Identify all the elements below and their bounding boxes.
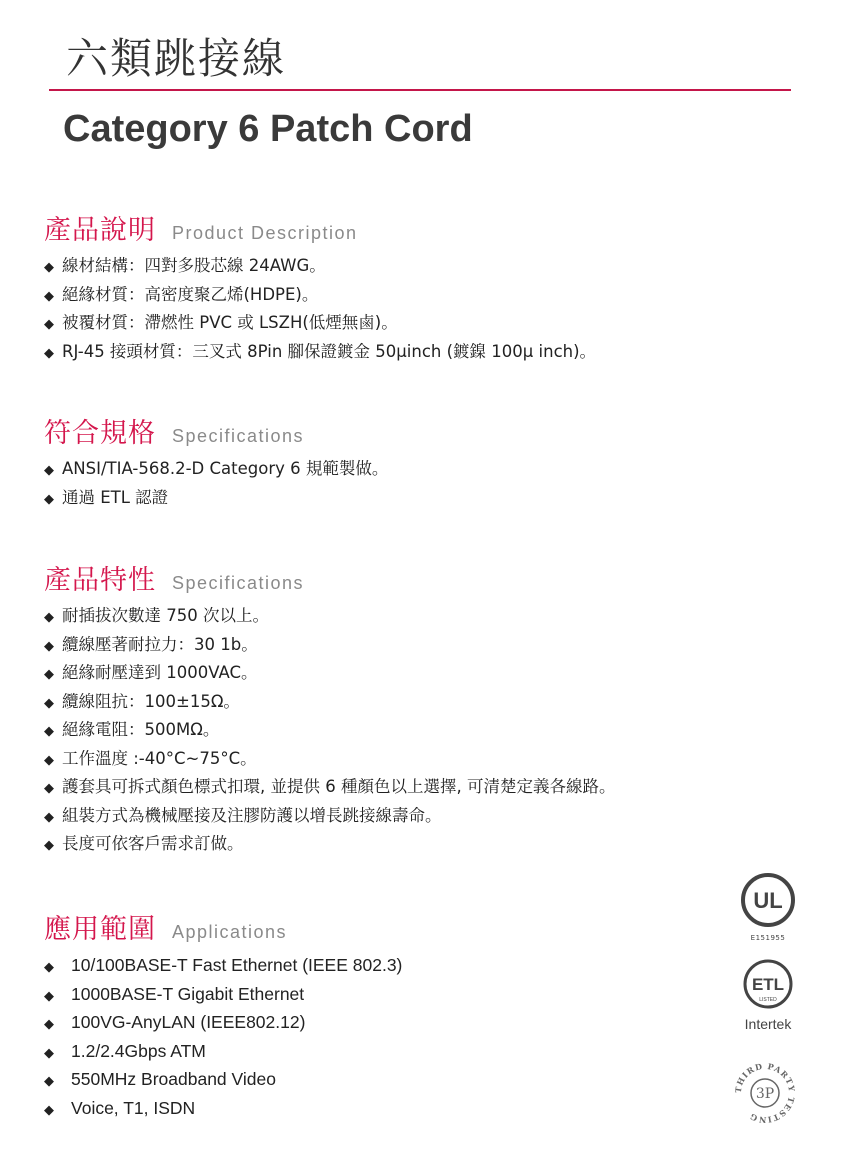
list-item-text: ANSI/TIA-568.2-D Category 6 規範製做。 [62, 459, 389, 478]
list-item-text: 100VG-AnyLAN (IEEE802.12) [71, 1012, 306, 1032]
section-heading [44, 558, 724, 598]
bullet-diamond-icon: ◆ [44, 752, 54, 768]
section-heading [44, 411, 724, 451]
bullet-diamond-icon: ◆ [44, 1073, 54, 1088]
section-product-description [44, 208, 724, 366]
list-item-text: Voice, T1, ISDN [71, 1097, 196, 1118]
section-features [44, 558, 724, 859]
list-item [44, 455, 724, 484]
list-item-text: 纜線阻抗：100±15Ω。 [62, 691, 240, 711]
list-item [44, 1037, 724, 1066]
intertek-label: Intertek [744, 1016, 792, 1032]
page-title-zh: 六類跳接線 [66, 34, 287, 83]
list-item [44, 1008, 724, 1037]
ul-certification [737, 872, 799, 942]
section-applications [44, 907, 724, 1122]
title-divider [49, 89, 791, 91]
bullet-diamond-icon: ◆ [44, 1101, 54, 1117]
list-item-text: 絕緣耐壓達到 1000VAC。 [62, 663, 258, 682]
list-item [44, 830, 724, 859]
section-title-zh: 符合規格 [44, 418, 156, 449]
list-item-text: 護套具可拆式顏色標式扣環, 並提供 6 種顏色以上選擇, 可清楚定義各線路。 [62, 777, 616, 796]
ul-number: E151955 [750, 934, 786, 942]
list-item [44, 602, 724, 631]
bullet-diamond-icon: ◆ [44, 667, 54, 682]
item-list [44, 951, 724, 1122]
bullet-diamond-icon: ◆ [44, 288, 54, 304]
section-title-zh: 產品說明 [44, 215, 156, 246]
list-item [44, 688, 724, 717]
section-title-en: Specifications [172, 573, 305, 593]
seal-ring-text: THIRD PARTY TESTING [732, 1060, 798, 1126]
bullet-diamond-icon: ◆ [44, 959, 54, 974]
bullet-diamond-icon: ◆ [44, 345, 54, 361]
list-item-text: 組裝方式為機械壓接及注膠防護以增長跳接線壽命。 [62, 805, 442, 825]
list-item [44, 1065, 724, 1094]
third-party-seal-icon [730, 1058, 800, 1128]
bullet-diamond-icon: ◆ [44, 987, 54, 1003]
list-item [44, 252, 724, 281]
page-title-en: Category 6 Patch Cord [63, 108, 473, 150]
list-item [44, 745, 724, 774]
section-specifications [44, 411, 724, 512]
bullet-diamond-icon: ◆ [44, 491, 54, 507]
bullet-diamond-icon: ◆ [44, 809, 54, 825]
list-item-text: 通過 ETL 認證 [62, 487, 169, 507]
list-item-text: 絕緣材質：高密度聚乙烯(HDPE)。 [62, 284, 319, 304]
section-title-zh: 應用範圍 [44, 914, 156, 945]
bullet-diamond-icon: ◆ [44, 781, 54, 796]
list-item-text: 絕緣電阻：500MΩ。 [62, 720, 220, 739]
list-item [44, 309, 724, 338]
list-item-text: 1.2/2.4Gbps ATM [71, 1040, 206, 1061]
bullet-diamond-icon: ◆ [44, 1044, 54, 1060]
section-title-en: Applications [172, 922, 288, 942]
list-item-text: 10/100BASE-T Fast Ethernet (IEEE 802.3) [71, 955, 403, 975]
list-item-text: 耐插拔次數達 750 次以上。 [62, 606, 269, 625]
list-item-text: 線材結構：四對多股芯線 24AWG。 [62, 256, 326, 275]
list-item-text: 工作溫度 :-40°C~75°C。 [62, 748, 257, 768]
section-heading [44, 907, 724, 947]
bullet-diamond-icon: ◆ [44, 463, 54, 478]
list-item [44, 338, 724, 367]
seal-center-text: 3P [755, 1086, 775, 1102]
etl-logo-icon [742, 958, 794, 1010]
third-party-testing-seal [730, 1058, 800, 1128]
list-item [44, 631, 724, 660]
list-item-text: 550MHz Broadband Video [71, 1069, 276, 1089]
etl-certification [737, 958, 799, 1032]
bullet-diamond-icon: ◆ [44, 838, 54, 853]
list-item-text: 長度可依客戶需求訂做。 [62, 834, 244, 853]
section-title-zh: 產品特性 [44, 565, 156, 596]
ul-logo-text: UL [753, 888, 783, 913]
list-item [44, 1094, 724, 1123]
ul-logo-icon [740, 872, 796, 928]
bullet-diamond-icon: ◆ [44, 695, 54, 711]
list-item [44, 716, 724, 745]
section-heading [44, 208, 724, 248]
item-list [44, 252, 724, 366]
list-item [44, 484, 724, 513]
list-item-text: 纜線壓著耐拉力：30 1b。 [62, 634, 258, 654]
etl-listed-text: LISTED [759, 997, 777, 1003]
bullet-diamond-icon: ◆ [44, 260, 54, 275]
list-item-text: 被覆材質：滯燃性 PVC 或 LSZH(低煙無鹵)。 [62, 313, 398, 332]
list-item [44, 773, 724, 802]
bullet-diamond-icon: ◆ [44, 724, 54, 739]
item-list [44, 455, 724, 512]
list-item [44, 802, 724, 831]
item-list [44, 602, 724, 859]
list-item [44, 281, 724, 310]
bullet-diamond-icon: ◆ [44, 610, 54, 625]
list-item-text: 1000BASE-T Gigabit Ethernet [71, 983, 305, 1004]
bullet-diamond-icon: ◆ [44, 317, 54, 332]
list-item [44, 980, 724, 1009]
section-title-en: Specifications [172, 426, 305, 446]
list-item [44, 951, 724, 980]
etl-logo-text: ETL [751, 975, 785, 994]
section-title-en: Product Description [172, 223, 358, 243]
list-item-text: RJ-45 接頭材質：三叉式 8Pin 腳保證鍍金 50μinch (鍍鎳 100μ inch)。 [62, 341, 597, 361]
bullet-diamond-icon: ◆ [44, 1016, 54, 1031]
list-item [44, 659, 724, 688]
bullet-diamond-icon: ◆ [44, 638, 54, 654]
